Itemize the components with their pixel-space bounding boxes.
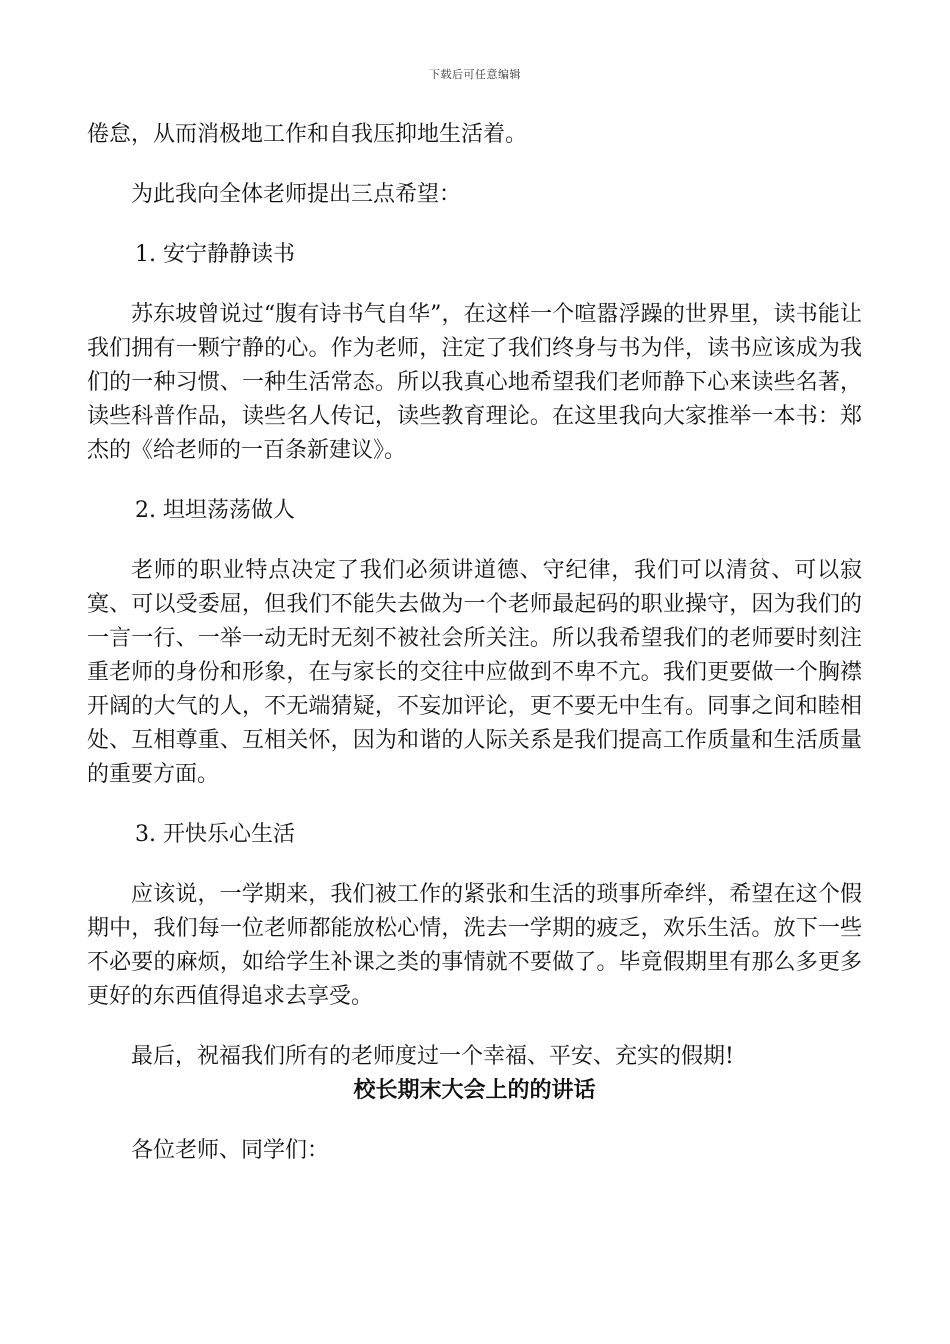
paragraph-intro-end: 倦怠，从而消极地工作和自我压抑地生活着。 <box>87 122 528 147</box>
header-note: 下载后可任意编辑 <box>429 68 521 81</box>
item1-body: 苏东坡曾说过“腹有诗书气自华”，在这样一个喧嚣浮躁的世界里，读书能让我们拥有一颗宁静的心。作为老师，注定了我们终身与书为伴，读书应该成为我们的一种习惯、一种生活常态。所以我真心地希望我们老师静下心来读些名著，读些科普作品，读些名人传记，读些教育理论。在这里我向大家推举一本书：郑杰的《给老师的一百条新建议》。 <box>87 302 862 463</box>
item2-title: 2. 坦坦荡荡做人 <box>135 498 295 523</box>
paragraph-hopes: 为此我向全体老师提出三点希望： <box>131 182 462 207</box>
item3-title: 3. 开快乐心生活 <box>135 822 295 847</box>
item1-title: 1. 安宁静静读书 <box>135 242 295 267</box>
item2-body: 老师的职业特点决定了我们必须讲道德、守纪律，我们可以清贫、可以寂寞、可以受委屈，但我们不能失去做为一个老师最起码的职业操守，因为我们的一言一行、一举一动无时无刻不被社会所关注。所以我希望我们的老师要时刻注重老师的身份和形象，在与家长的交往中应做到不卑不亢。我们更要做一个胸襟开阔的大气的人，不无端猜疑，不妄加评论，更不要无中生有。同事之间和睦相处、互相尊重、互相关怀，因为和谐的人际关系是我们提高工作质量和生活质量的重要方面。 <box>87 558 862 787</box>
document-body <box>87 118 862 1168</box>
speech-title: 校长期末大会上的的讲话 <box>353 1078 596 1103</box>
speech-greeting: 各位老师、同学们： <box>131 1138 330 1163</box>
item3-body: 应该说，一学期来，我们被工作的紧张和生活的琐事所牵绊，希望在这个假期中，我们每一位老师都能放松心情，洗去一学期的疲乏，欢乐生活。放下一些不必要的麻烦，如给学生补课之类的事情就不要做了。毕竟假期里有那么多更多更好的东西值得追求去享受。 <box>87 882 862 1009</box>
closing-paragraph: 最后，祝福我们所有的老师度过一个幸福、平安、充实的假期! <box>131 1044 734 1069</box>
